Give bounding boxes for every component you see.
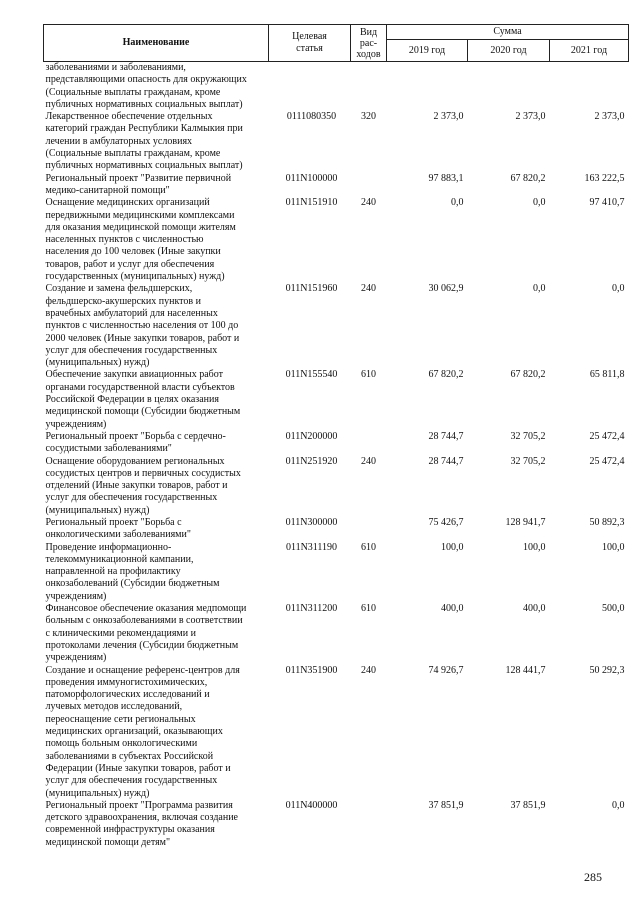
table-row (44, 456, 629, 517)
row-value-2021: 163 222,5 (584, 172, 625, 184)
row-value-2020: 67 820,2 (510, 369, 546, 381)
row-value-2019: 37 851,9 (428, 799, 464, 811)
row-target-article: 011N200000 (285, 430, 338, 442)
table-row (44, 603, 629, 664)
header-year-2021: 2021 год (550, 40, 629, 62)
row-value-2019: 28 744,7 (428, 455, 464, 467)
row-value-2019: 97 883,1 (428, 172, 464, 184)
row-expense-kind (351, 431, 387, 456)
budget-table (43, 24, 629, 849)
row-value-2020: 32 705,2 (510, 430, 546, 442)
row-value-2019: 74 926,7 (428, 664, 464, 676)
row-value-2021: 0,0 (612, 283, 625, 295)
table-row (44, 283, 629, 369)
row-value-2020: 32 705,2 (510, 455, 546, 467)
row-expense-kind: 610 (361, 369, 376, 381)
row-value-2021: 500,0 (602, 603, 625, 615)
row-value-2021: 100,0 (602, 541, 625, 553)
row-target-article: 0111080350 (286, 111, 337, 123)
row-target-article: 011N351900 (285, 664, 338, 676)
row-value-2020: 128 441,7 (505, 664, 546, 676)
row-name: заболеваниями и заболеваниями, представляющими опасность для окружающих (Социальные выплаты гражданам, кроме публичных нормативных социальных выплат) (45, 62, 247, 110)
row-value-2019: 400,0 (441, 603, 464, 615)
row-value-2021: 0,0 (612, 799, 625, 811)
row-name: Оснащение медицинских организаций передвижными медицинскими комплексами для оказания медицинской помощи жителям населенных пунктов с численностью населения до 100 человек (Иные закупки товаров, работ и услуг для обеспечения государственных (муниципальных) нужд) (45, 197, 236, 283)
row-name: Создание и оснащение референс-центров для проведения иммуногистохимических, патоморфологических исследований и лучевых методов исследований, переоснащение сети региональных медицинских организаций, оказывающих помощь больным онкологическими заболеваниями в субъектах Российской Федерации (Иные закупки товаров, работ и услуг для обеспечения государственных (муниципальных) нужд) (45, 664, 240, 799)
row-expense-kind (351, 173, 387, 198)
row-name: Проведение информационно- телекоммуникационной кампании, направленной на профилактику онкозаболеваний (Субсидии бюджетным учреждениям) (45, 541, 220, 602)
header-expense-kind: Вид рас- ходов (351, 25, 387, 62)
row-value-2020 (468, 62, 550, 112)
row-name: Финансовое обеспечение оказания медпомощи больным с онкозаболеваниями в соответствии с клиническими рекомендациями и протоколами лечения (Субсидии бюджетным учреждениям) (45, 603, 247, 664)
row-value-2021: 97 410,7 (589, 197, 625, 209)
row-value-2021: 50 892,3 (589, 516, 625, 528)
row-expense-kind: 240 (361, 283, 376, 295)
row-expense-kind: 240 (361, 455, 376, 467)
row-target-article: 011N151960 (285, 283, 338, 295)
row-value-2019: 2 373,0 (433, 111, 464, 123)
row-value-2019: 100,0 (441, 541, 464, 553)
row-value-2019: 0,0 (451, 197, 464, 209)
header-year-2019: 2019 год (387, 40, 468, 62)
header-sum: Сумма (387, 25, 629, 40)
table-row (44, 665, 629, 800)
row-value-2020: 100,0 (523, 541, 546, 553)
row-name: Региональный проект "Борьба с сердечно- сосудистыми заболеваниями" (45, 430, 226, 455)
row-name: Региональный проект "Развитие первичной медико-санитарной помощи" (45, 172, 232, 196)
row-value-2020: 0,0 (533, 197, 546, 209)
row-value-2021: 2 373,0 (594, 111, 625, 123)
row-value-2021: 25 472,4 (589, 430, 625, 442)
row-expense-kind: 610 (361, 541, 376, 553)
row-value-2019: 67 820,2 (428, 369, 464, 381)
table-row (44, 517, 629, 542)
row-expense-kind: 240 (361, 197, 376, 209)
row-target-article: 011N400000 (285, 799, 338, 811)
row-expense-kind (351, 800, 387, 849)
table-row (44, 197, 629, 283)
header-year-2020: 2020 год (468, 40, 550, 62)
row-target-article (269, 62, 351, 112)
row-target-article: 011N251920 (285, 455, 338, 467)
table-row (44, 173, 629, 198)
row-value-2020: 67 820,2 (510, 172, 546, 184)
row-target-article: 011N300000 (285, 516, 338, 528)
row-target-article: 011N151910 (285, 197, 338, 209)
table-body (44, 62, 629, 850)
row-expense-kind: 610 (361, 603, 376, 615)
header-name: Наименование (44, 25, 269, 62)
row-value-2019: 28 744,7 (428, 430, 464, 442)
row-expense-kind (351, 62, 387, 112)
header-target-article: Целевая статья (269, 25, 351, 62)
row-value-2019: 30 062,9 (428, 283, 464, 295)
table-row (44, 800, 629, 849)
row-target-article: 011N311200 (285, 603, 338, 615)
table-row (44, 369, 629, 430)
row-value-2021 (550, 62, 629, 112)
row-name: Оснащение оборудованием региональных сосудистых центров и первичных сосудистых отделений (Иные закупки товаров, работ и услуг для обеспечения государственных (муниципальных) нужд) (45, 455, 241, 516)
row-value-2020: 128 941,7 (505, 516, 546, 528)
table-row (44, 111, 629, 172)
row-expense-kind: 240 (361, 664, 376, 676)
row-name: Создание и замена фельдшерских, фельдшерско-акушерских пунктов и врачебных амбулаторий для населенных пунктов с численностью населения от 100 до 2000 человек (Иные закупки товаров, работ и услуг для обеспечения государственных (муниципальных) нужд) (45, 283, 240, 369)
row-expense-kind (351, 517, 387, 542)
row-name: Лекарственное обеспечение отдельных категорий граждан Республики Калмыкия при лечении в амбулаторных условиях (Социальные выплаты гражданам, кроме публичных нормативных социальных выплат) (45, 111, 243, 172)
row-target-article: 011N100000 (285, 172, 338, 184)
row-value-2019 (387, 62, 468, 112)
table-row (44, 431, 629, 456)
row-name: Обеспечение закупки авиационных работ органами государственной власти субъектов Российской Федерации в целях оказания медицинской помощи (Субсидии бюджетным учреждениям) (45, 369, 241, 430)
row-value-2019: 75 426,7 (428, 516, 464, 528)
page-number: 285 (584, 870, 602, 884)
row-name: Региональный проект "Борьба с онкологическими заболеваниями" (45, 516, 191, 541)
row-target-article: 011N311190 (285, 541, 338, 553)
row-value-2020: 400,0 (523, 603, 546, 615)
row-value-2021: 25 472,4 (589, 455, 625, 467)
row-value-2020: 2 373,0 (515, 111, 546, 123)
table-row (44, 542, 629, 603)
row-target-article: 011N155540 (285, 369, 338, 381)
row-value-2020: 37 851,9 (510, 799, 546, 811)
row-expense-kind: 320 (361, 111, 376, 123)
row-value-2021: 65 811,8 (589, 369, 625, 381)
table-row (44, 62, 629, 112)
row-value-2021: 50 292,3 (589, 664, 625, 676)
row-name: Региональный проект "Программа развития детского здравоохранения, включая создание современной инфраструктуры оказания медицинской помощи детям" (45, 799, 238, 848)
row-value-2020: 0,0 (533, 283, 546, 295)
